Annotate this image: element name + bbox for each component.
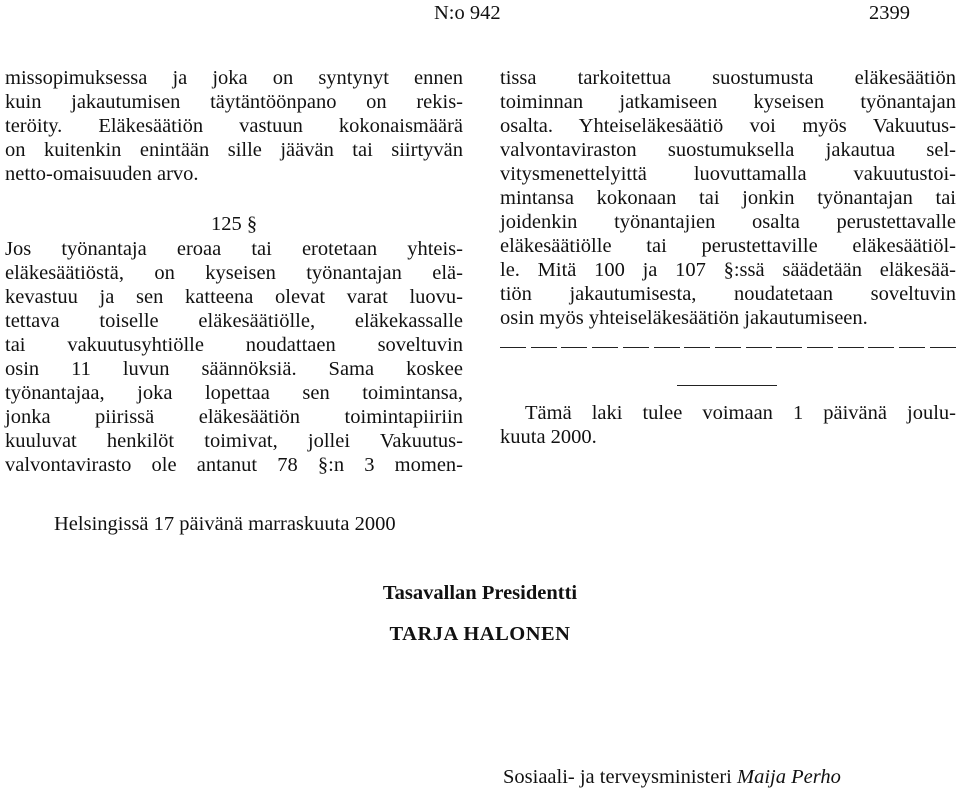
section-heading: 125 §	[210, 213, 258, 235]
intro-line: netto-omaisuuden arvo.	[5, 163, 199, 185]
section-line: kuuluvat henkilöt toimivat, jollei Vakuutus-	[5, 430, 463, 452]
body-line: osin myös yhteiseläkesäätiön jakautumiseen.	[500, 307, 868, 329]
page-number: 2399	[869, 2, 910, 24]
body-line: toiminnan jatkamiseen kyseisen työnantajan	[500, 91, 956, 113]
body-line: joidenkin työnantajien osalta perustettavalle	[500, 211, 956, 233]
section-line: Jos työnantaja eroaa tai erotetaan yhteis-	[5, 238, 463, 260]
journal-number: N:o 942	[434, 2, 501, 24]
intro-line: on kuitenkin enintään sille jäävän tai siirtyvän	[5, 139, 463, 161]
section-line: eläkesäätiöstä, on kyseisen työnantajan elä-	[5, 262, 463, 284]
president-name: TARJA HALONEN	[389, 623, 571, 645]
end-of-text-dashes	[500, 347, 956, 348]
place-date: Helsingissä 17 päivänä marraskuuta 2000	[54, 513, 396, 535]
intro-line: teröity. Eläkesäätiön vastuun kokonaismäärä	[5, 115, 463, 137]
section-line: jonka piirissä eläkesäätiön toimintapiiriin	[5, 406, 463, 428]
section-line: valvontavirasto ole antanut 78 §:n 3 momen-	[5, 454, 463, 476]
minister-title: Sosiaali- ja terveysministeri	[503, 766, 732, 788]
separator-rule	[677, 385, 777, 386]
effective-line: Tämä laki tulee voimaan 1 päivänä joulu-	[525, 402, 956, 424]
body-line: valvontaviraston suostumuksella jakautua sel-	[500, 139, 956, 161]
body-line: osalta. Yhteiseläkesäätiö voi myös Vakuutus-	[500, 115, 956, 137]
intro-line: kuin jakautumisen täytäntöönpano on rekis-	[5, 91, 463, 113]
section-line: kevastuu ja sen katteena olevat varat luovu-	[5, 286, 463, 308]
body-line: eläkesäätiölle tai perustettaville eläkesäätiöl-	[500, 235, 956, 257]
effective-line: kuuta 2000.	[500, 426, 597, 448]
minister-name: Maija Perho	[737, 766, 841, 788]
body-line: mintansa kokonaan tai jonkin työnantajan tai	[500, 187, 956, 209]
minister-signature	[503, 764, 841, 790]
section-line: tettava toiselle eläkesäätiölle, eläkekassalle	[5, 310, 463, 332]
president-title: Tasavallan Presidentti	[382, 582, 578, 604]
body-line: tiön jakautumisesta, noudatetaan soveltuvin	[500, 283, 956, 305]
intro-line: missopimuksessa ja joka on syntynyt ennen	[5, 67, 463, 89]
section-line: tai vakuutusyhtiölle noudattaen soveltuvin	[5, 334, 463, 356]
body-line: vitysmenettelyittä luovuttamalla vakuutustoi-	[500, 163, 956, 185]
body-line: tissa tarkoitettua suostumusta eläkesäätiön	[500, 67, 956, 89]
section-line: työnantajaa, joka lopettaa sen toimintansa,	[5, 382, 463, 404]
body-line: le. Mitä 100 ja 107 §:ssä säädetään eläkesää-	[500, 259, 956, 281]
section-line: osin 11 luvun säännöksiä. Sama koskee	[5, 358, 463, 380]
